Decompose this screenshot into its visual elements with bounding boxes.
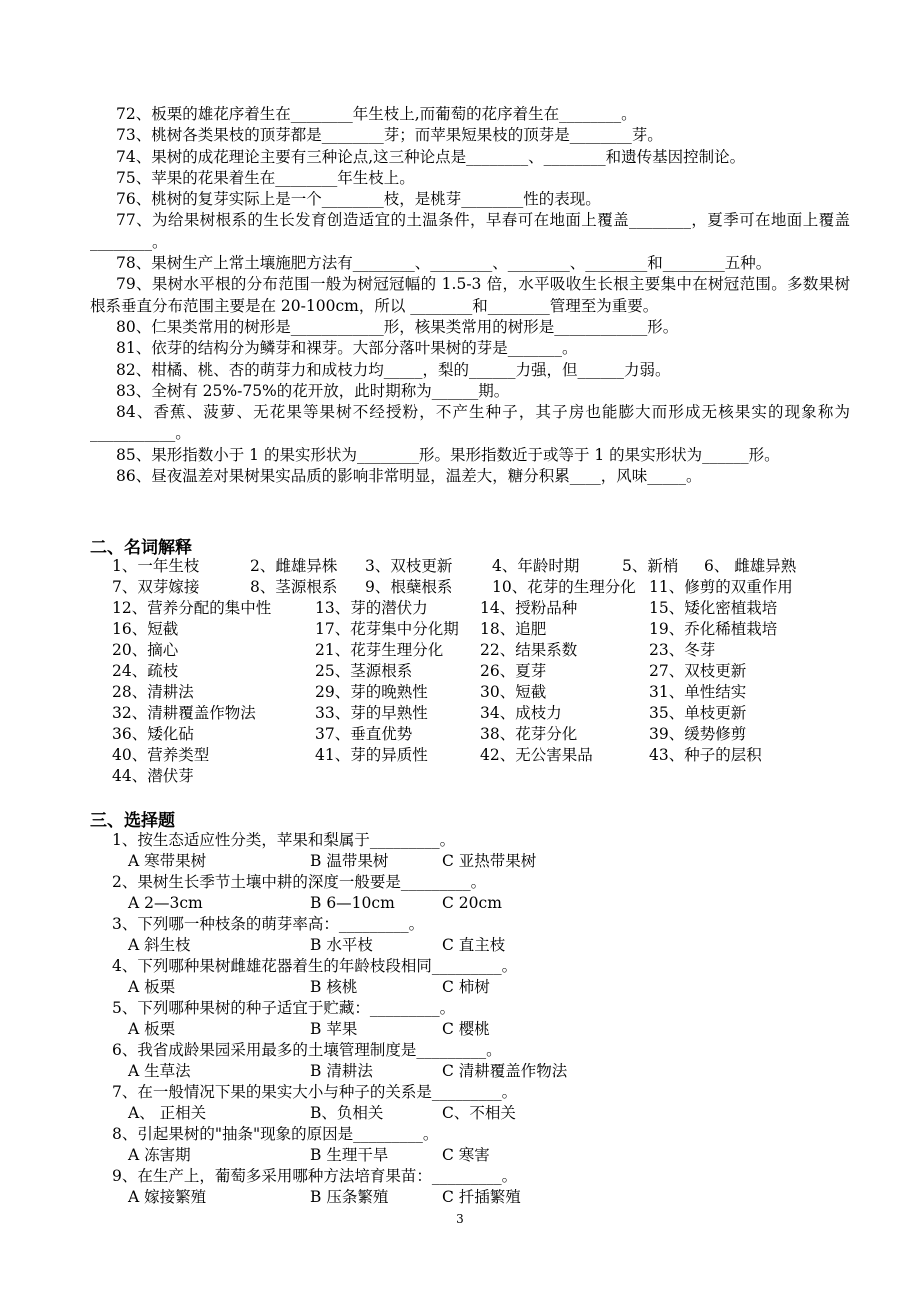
term-item: 9、根蘖根系 (365, 578, 453, 596)
term-item: 41、芽的异质性 (315, 746, 428, 764)
term-item: 2、雌雄异株 (250, 557, 338, 575)
choice-question: 9、在生产上，葡萄多采用哪种方法培育果苗：_________。 (112, 1167, 518, 1185)
choice-question: 5、下列哪种果树的种子适宜于贮藏：_________。 (112, 999, 456, 1017)
term-item: 37、垂直优势 (315, 725, 413, 743)
choice-option: A 寒带果树 (128, 852, 207, 870)
fill-in-question: 86、昼夜温差对果树果实品质的影响非常明显，温差大，糖分积累____，风味_____。 (116, 467, 702, 486)
term-item: 25、茎源根系 (315, 662, 413, 680)
term-row (112, 619, 832, 640)
choice-option: A 2—3cm (128, 894, 203, 912)
choice-options (112, 1187, 832, 1208)
term-item: 39、缓势修剪 (649, 725, 747, 743)
choice-options (112, 935, 832, 956)
choice-option: C 扦插繁殖 (442, 1188, 521, 1206)
term-row (112, 640, 832, 661)
term-item: 23、冬芽 (649, 641, 716, 659)
choice-question: 6、我省成龄果园采用最多的土壤管理制度是_________。 (112, 1041, 502, 1059)
fill-in-question: 85、果形指数小于 1 的果实形状为________形。果形指数近于或等于 1 的果实形状为______形。 (116, 445, 780, 464)
choice-question: 3、下列哪一种枝条的萌芽率高：_________。 (112, 915, 425, 933)
term-item: 12、营养分配的集中性 (112, 599, 272, 617)
choice-option: B、负相关 (310, 1104, 384, 1122)
fill-in-question: 77、为给果树根系的生长发育创造适宜的土温条件，早春可在地面上覆盖________，夏季可在地面上覆盖________。 (90, 211, 850, 251)
term-item: 8、茎源根系 (250, 578, 338, 596)
term-item: 18、追肥 (480, 620, 547, 638)
term-row (112, 724, 832, 745)
choice-option: B 核桃 (310, 978, 358, 996)
term-row (112, 766, 832, 787)
choice-options (112, 893, 832, 914)
fill-in-question: 84、香蕉、菠萝、无花果等果树不经授粉，不产生种子，其子房也能膨大而形成无核果实的现象称为___________。 (90, 403, 850, 443)
choice-question: 8、引起果树的"抽条"现象的原因是_________。 (112, 1125, 439, 1143)
choice-option: B 生理干旱 (310, 1146, 389, 1164)
choice-section (112, 830, 832, 1208)
choice-option: A 斜生枝 (128, 936, 191, 954)
term-item: 26、夏芽 (480, 662, 547, 680)
choice-option: A 冻害期 (128, 1146, 191, 1164)
term-item: 44、潜伏芽 (112, 767, 194, 785)
choice-question: 2、果树生长季节土壤中耕的深度一般要是_________。 (112, 873, 487, 891)
term-item: 38、花芽分化 (480, 725, 578, 743)
choice-options (112, 977, 832, 998)
fill-in-question: 79、果树水平根的分布范围一般为树冠冠幅的 1.5-3 倍，水平吸收生长根主要集中在树冠范围。多数果树根系垂直分布范围主要是在 20-100cm，所以 ________和________管理至为重要。 (90, 275, 850, 315)
choice-options (112, 1145, 832, 1166)
term-item: 28、清耕法 (112, 683, 194, 701)
choice-option: A 嫁接繁殖 (128, 1188, 207, 1206)
term-item: 14、授粉品种 (480, 599, 578, 617)
choice-option: C 寒害 (442, 1146, 490, 1164)
choice-option: A、 正相关 (128, 1104, 207, 1122)
term-item: 24、疏枝 (112, 662, 179, 680)
section-title-choice: 三、选择题 (90, 811, 175, 831)
term-row (112, 661, 832, 682)
term-item: 13、芽的潜伏力 (315, 599, 428, 617)
term-item: 32、清耕覆盖作物法 (112, 704, 256, 722)
choice-option: C 亚热带果树 (442, 852, 537, 870)
fill-in-question: 72、板栗的雄花序着生在________年生枝上,而葡萄的花序着生在________。 (116, 105, 637, 123)
choice-option: C 20cm (442, 894, 502, 912)
term-item: 6、 雌雄异熟 (704, 557, 797, 575)
choice-option: B 苹果 (310, 1020, 358, 1038)
term-item: 27、双枝更新 (649, 662, 747, 680)
term-item: 36、矮化砧 (112, 725, 194, 743)
choice-options (112, 1103, 832, 1124)
choice-option: C 柿树 (442, 978, 490, 996)
terms-grid (112, 556, 832, 787)
choice-options (112, 1019, 832, 1040)
fill-in-question: 83、全树有 25%-75%的花开放，此时期称为______期。 (116, 381, 510, 400)
term-item: 40、营养类型 (112, 746, 210, 764)
term-item: 29、芽的晚熟性 (315, 683, 428, 701)
term-item: 33、芽的早熟性 (315, 704, 428, 722)
term-item: 35、单枝更新 (649, 704, 747, 722)
choice-option: C 直主枝 (442, 936, 506, 954)
choice-option: B 温带果树 (310, 852, 389, 870)
choice-options (112, 1061, 832, 1082)
term-row (112, 703, 832, 724)
fill-in-question: 75、苹果的花果着生在________年生枝上。 (116, 168, 415, 187)
fill-in-question: 78、果树生产上常土壤施肥方法有________、________、________、________和________五种。 (116, 254, 772, 273)
term-item: 11、修剪的双重作用 (649, 578, 793, 596)
term-item: 1、一年生枝 (112, 557, 200, 575)
fill-in-question: 74、果树的成花理论主要有三种论点,这三种论点是________、________和遗传基因控制论。 (116, 147, 746, 166)
fill-in-question: 73、桃树各类果枝的顶芽都是________芽；而苹果短果枝的顶芽是________芽。 (116, 126, 663, 145)
fill-in-section (90, 104, 850, 487)
term-item: 17、花芽集中分化期 (315, 620, 459, 638)
term-item: 22、结果系数 (480, 641, 578, 659)
choice-question: 4、下列哪种果树雌雄花器着生的年龄枝段相同_________。 (112, 957, 518, 975)
choice-option: B 水平枝 (310, 936, 373, 954)
section-title-terms: 二、名词解释 (90, 538, 192, 558)
term-item: 10、花芽的生理分化 (492, 578, 636, 596)
term-item: 30、短截 (480, 683, 547, 701)
choice-option: B 清耕法 (310, 1062, 373, 1080)
term-item: 34、成枝力 (480, 704, 562, 722)
term-item: 15、矮化密植栽培 (649, 599, 778, 617)
fill-in-question: 81、依芽的结构分为鳞芽和裸芽。大部分落叶果树的芽是_______。 (116, 339, 578, 358)
term-row (112, 745, 832, 766)
term-item: 4、年龄时期 (492, 557, 580, 575)
fill-in-question: 82、柑橘、桃、杏的萌芽力和成枝力均_____，梨的______力强，但______力弱。 (116, 360, 671, 379)
term-item: 5、新梢 (622, 557, 679, 575)
term-item: 42、无公害果品 (480, 746, 593, 764)
term-row (112, 598, 832, 619)
choice-option: B 压条繁殖 (310, 1188, 389, 1206)
term-row (112, 556, 832, 577)
choice-options (112, 851, 832, 872)
fill-in-question: 80、仁果类常用的树形是____________形，核果类常用的树形是____________形。 (116, 317, 679, 336)
choice-question: 1、按生态适应性分类，苹果和梨属于_________。 (112, 831, 456, 849)
term-row (112, 682, 832, 703)
choice-option: C 清耕覆盖作物法 (442, 1062, 568, 1080)
term-item: 3、双枝更新 (365, 557, 453, 575)
choice-option: A 板栗 (128, 978, 176, 996)
choice-option: B 6—10cm (310, 894, 395, 912)
choice-option: A 板栗 (128, 1020, 176, 1038)
choice-option: A 生草法 (128, 1062, 191, 1080)
page-number: 3 (456, 1212, 464, 1226)
term-item: 21、花芽生理分化 (315, 641, 444, 659)
choice-question: 7、在一般情况下果的果实大小与种子的关系是_________。 (112, 1083, 518, 1101)
term-item: 16、短截 (112, 620, 179, 638)
fill-in-question: 76、桃树的复芽实际上是一个________枝，是桃芽________性的表现。 (116, 190, 601, 209)
term-item: 7、双芽嫁接 (112, 578, 200, 596)
term-item: 19、乔化稀植栽培 (649, 620, 778, 638)
term-item: 31、单性结实 (649, 683, 747, 701)
term-row (112, 577, 832, 598)
term-item: 20、摘心 (112, 641, 179, 659)
term-item: 43、种子的层积 (649, 746, 762, 764)
choice-option: C、不相关 (442, 1104, 516, 1122)
choice-option: C 樱桃 (442, 1020, 490, 1038)
